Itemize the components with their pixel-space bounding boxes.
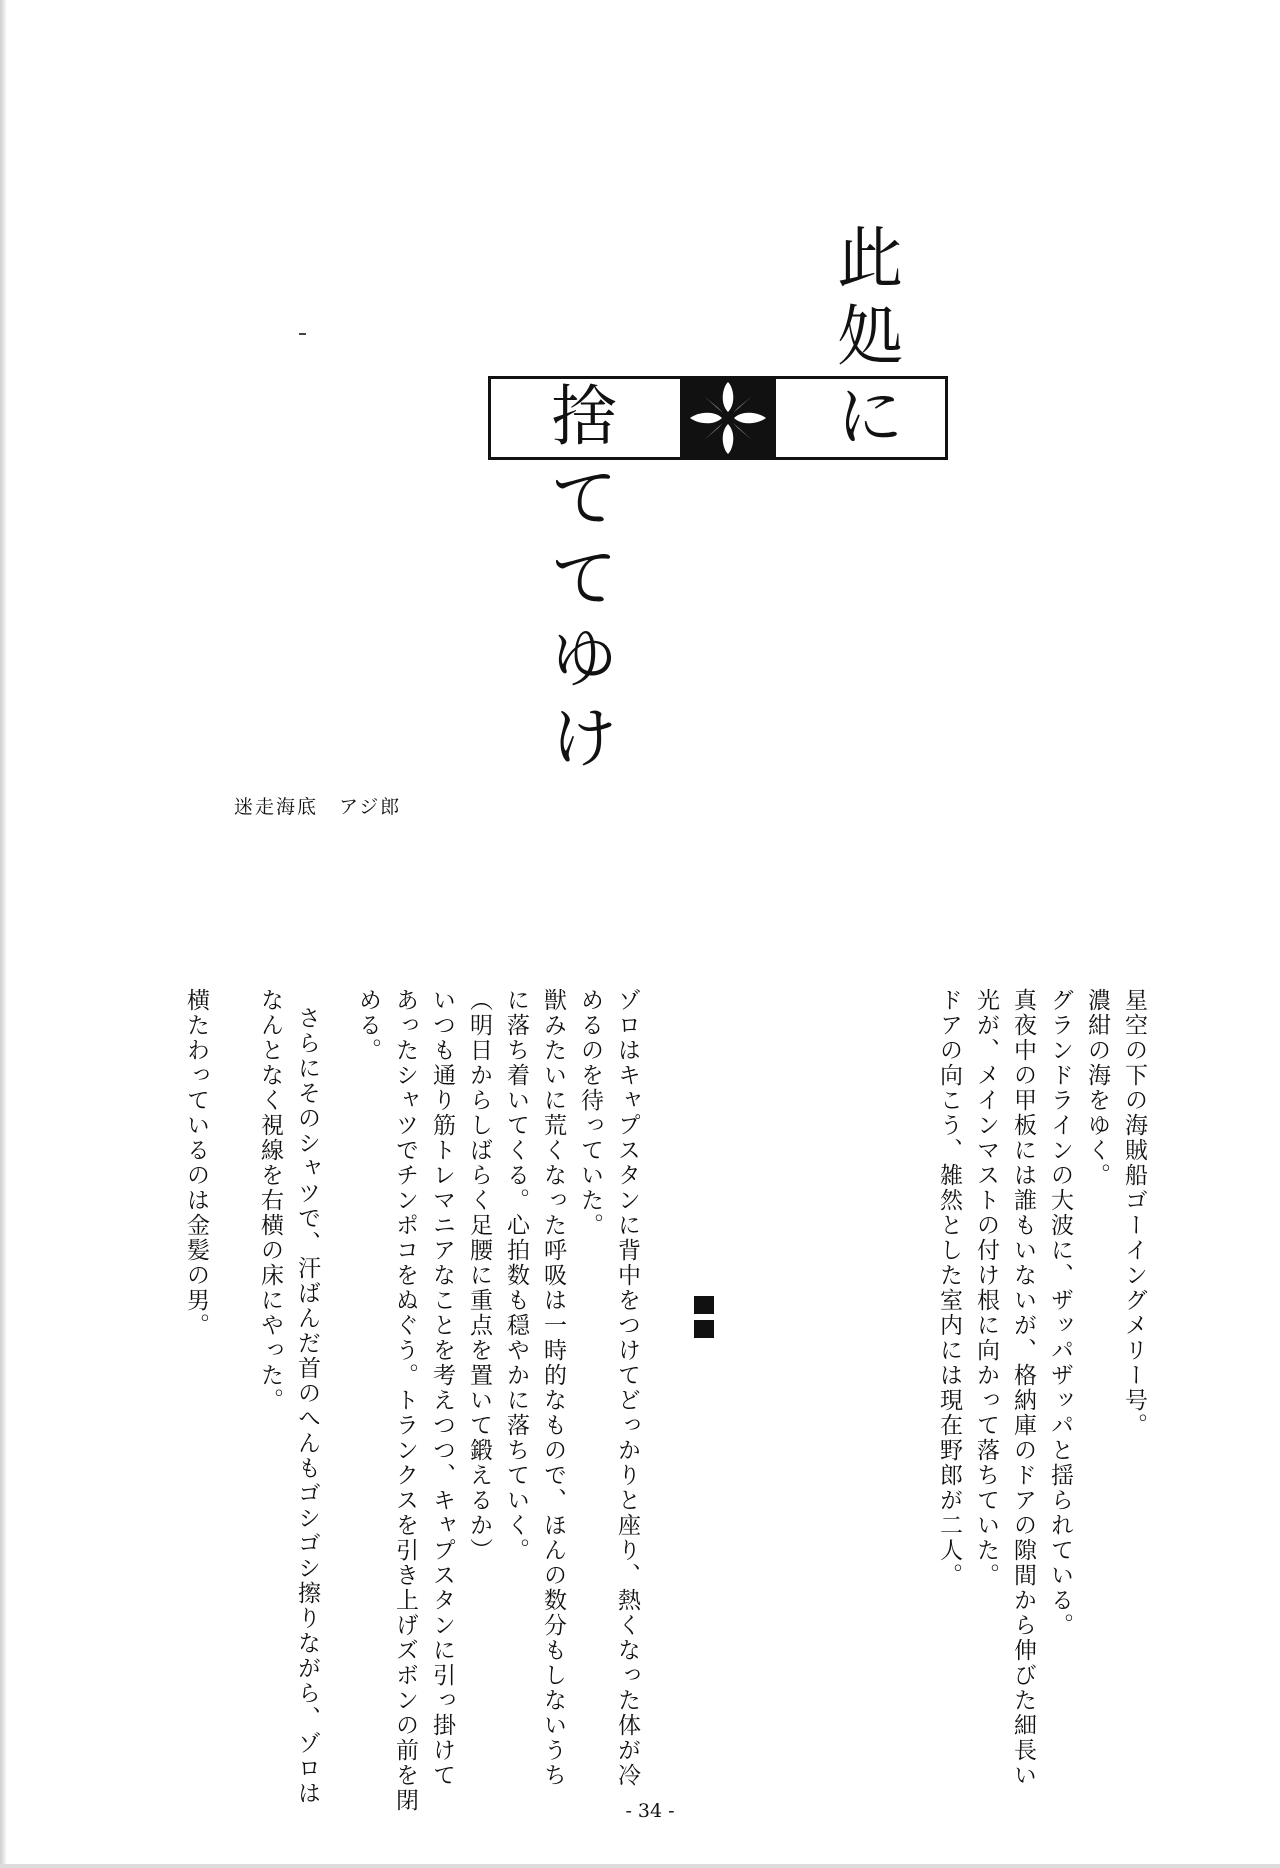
body-column: いつも通り筋トレマニアなことを考えつつ、キャプスタンに引っ掛けて	[429, 988, 455, 1788]
body-column: に落ち着いてくる。心拍数も穏やかに落ちていく。	[503, 988, 529, 1563]
body-column: さらにそのシャツで、汗ばんだ首のへんもゴシゴシ擦りながら、ゾロは	[294, 1006, 320, 1806]
title-char: 此	[837, 220, 903, 297]
page-bottom-edge	[0, 1864, 1280, 1868]
title-char: け	[551, 700, 617, 777]
title-char: に	[837, 378, 903, 455]
body-column: めるのを待っていた。	[577, 988, 603, 1238]
page-binding-edge	[0, 0, 6, 1868]
title-char: て	[551, 460, 617, 537]
body-column: 光が、メインマストの付け根に向かって落ちていた。	[973, 988, 999, 1588]
title-char: ゆ	[551, 620, 617, 697]
body-column	[215, 988, 251, 1768]
body-column: 横たわっているのは金髪の男。	[183, 988, 209, 1338]
title-char: 捨	[551, 378, 617, 455]
scene-break-square	[694, 1296, 714, 1314]
title-char: て	[551, 540, 617, 617]
body-column: ゾロはキャプスタンに背中をつけてどっかりと座り、熱くなった体が冷	[614, 988, 640, 1788]
ink-speck	[299, 333, 306, 335]
body-column: ドアの向こう、雑然とした室内には現在野郎が二人。	[936, 988, 962, 1588]
body-column: める。	[355, 988, 381, 1063]
body-column: （明日からしばらく足腰に重点を置いて鍛えるか）	[466, 988, 492, 1563]
body-column: あったシャツでチンポコをぬぐう。トランクスを引き上げズボンの前を閉	[392, 988, 418, 1813]
body-column: 濃紺の海をゆく。	[1084, 988, 1110, 1188]
page-number: - 34 -	[625, 1800, 675, 1822]
flower-emblem-icon	[680, 376, 776, 460]
body-column	[894, 988, 930, 1768]
body-column: 真夜中の甲板には誰もいないが、格納庫のドアの隙間から伸びた細長い	[1010, 988, 1036, 1788]
body-column: なんとなく視線を右横の床にやった。	[257, 988, 283, 1413]
body-column: 星空の下の海賊船ゴーイングメリー号。	[1121, 988, 1147, 1438]
scene-break-mark	[694, 1296, 716, 1342]
scene-break-square	[694, 1320, 714, 1338]
body-column: グランドラインの大波に、ザッパザッパと揺られている。	[1047, 988, 1073, 1638]
body-column	[857, 988, 893, 1768]
body-column: 獣みたいに荒くなった呼吸は一時的なもので、ほんの数分もしないうち	[540, 988, 566, 1788]
author-line: 迷走海底 アジ郎	[234, 796, 402, 818]
title-char: 処	[837, 298, 903, 375]
